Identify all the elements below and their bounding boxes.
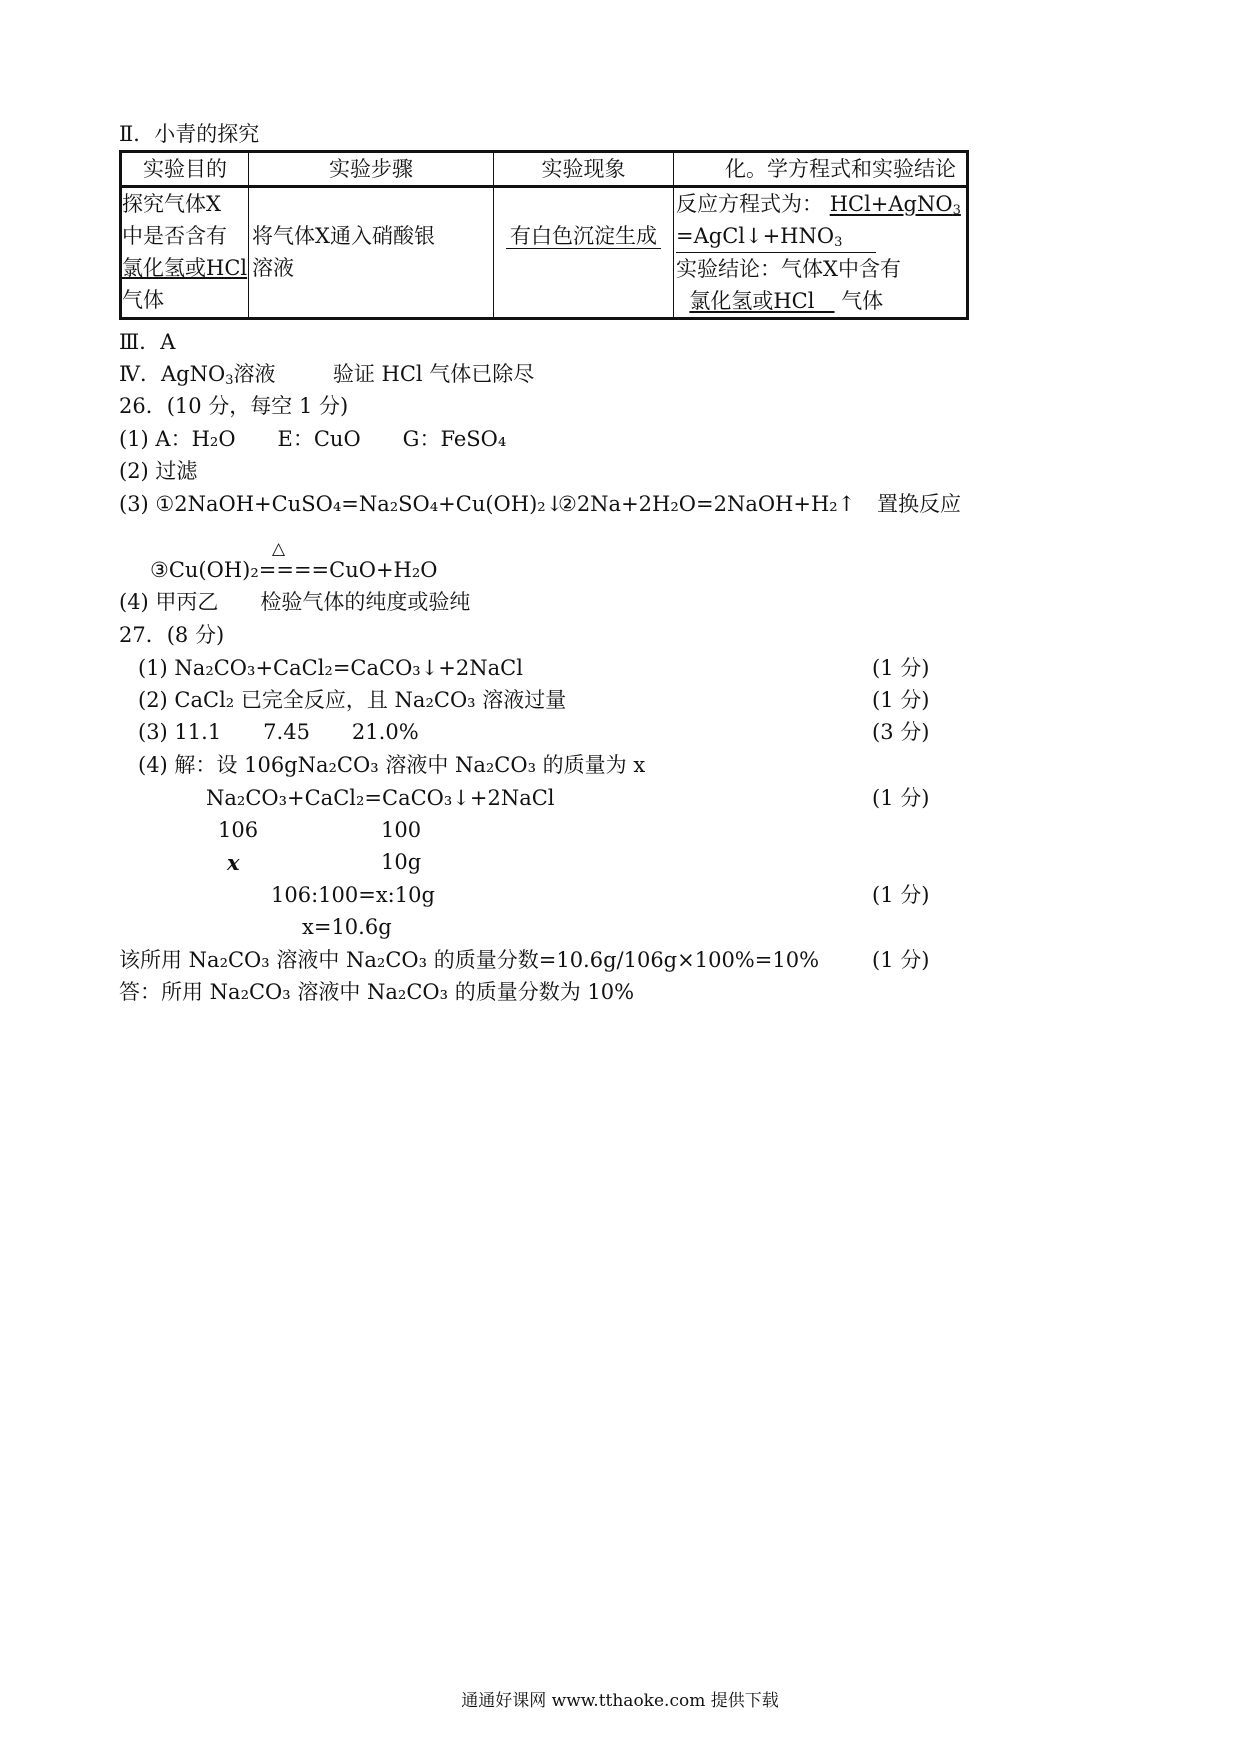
result: x=10.6g bbox=[302, 915, 392, 939]
q27-score-1: (1 分) bbox=[872, 656, 930, 680]
var-10g: 10g bbox=[381, 850, 422, 874]
table-header-row bbox=[121, 152, 968, 187]
ratio: 106:100=x:10g bbox=[271, 883, 435, 907]
cell-purpose: 探究气体X 中是否含有 氯化氢或HCl 气体 bbox=[121, 187, 249, 319]
section-iv: Ⅳ．AgNO$_3$溶液 验证 HCl 气体已除尽 bbox=[119, 362, 535, 388]
ratio-score: (1 分) bbox=[872, 883, 930, 907]
experiment-table bbox=[119, 150, 969, 320]
calc-equation: Na₂CO₃+CaCl₂=CaCO₃↓+2NaCl bbox=[206, 786, 555, 810]
q26-part3-d: ③Cu(OH)₂====CuO+H₂O bbox=[150, 558, 438, 582]
q26-part1: (1) A：H₂O E：CuO G：FeSO₄ bbox=[119, 427, 507, 451]
q27-line-1: (1) Na₂CO₃+CaCl₂=CaCO₃↓+2NaCl bbox=[138, 656, 523, 680]
cell-phenomenon: 有白色沉淀生成 bbox=[494, 187, 674, 319]
q26-part3-a: (3) ①2NaOH+CuSO₄=Na₂SO₄+Cu(OH)₂↓ bbox=[119, 492, 564, 516]
q26-heading: 26．(10 分，每空 1 分) bbox=[119, 394, 349, 418]
section-iii: Ⅲ．A bbox=[119, 330, 176, 354]
q27-line-3: (3) 11.1 7.45 21.0% bbox=[138, 720, 419, 744]
mass-100: 100 bbox=[381, 818, 422, 842]
fraction-score: (1 分) bbox=[872, 948, 930, 972]
q27-score-3: (3 分) bbox=[872, 720, 930, 744]
q27-line-2: (2) CaCl₂ 已完全反应，且 Na₂CO₃ 溶液过量 bbox=[138, 688, 567, 712]
header-purpose: 实验目的 bbox=[121, 152, 249, 187]
q26-part3-c: 置换反应 bbox=[877, 492, 961, 516]
header-phenomenon: 实验现象 bbox=[494, 152, 674, 187]
header-steps: 实验步骤 bbox=[249, 152, 494, 187]
cell-steps: 将气体X通入硝酸银 溶液 bbox=[249, 187, 494, 319]
footer: 通通好课网 www.tthaoke.com 提供下载 bbox=[461, 1691, 779, 1711]
heat-triangle-icon: △ bbox=[272, 539, 286, 559]
table-row bbox=[121, 187, 968, 319]
section-ii-heading: Ⅱ．小青的探究 bbox=[119, 122, 260, 146]
fraction-line: 该所用 Na₂CO₃ 溶液中 Na₂CO₃ 的质量分数=10.6g/106g×100%=10% bbox=[119, 948, 820, 972]
q26-part3-b: ②2Na+2H₂O=2NaOH+H₂↑ bbox=[558, 492, 856, 516]
q27-line-4: (4) 解：设 106gNa₂CO₃ 溶液中 Na₂CO₃ 的质量为 x bbox=[138, 753, 646, 777]
var-x: x bbox=[227, 850, 240, 875]
mass-106: 106 bbox=[218, 818, 259, 842]
q26-part4: (4) 甲丙乙 检验气体的纯度或验纯 bbox=[119, 590, 471, 614]
q26-part2: (2) 过滤 bbox=[119, 459, 198, 483]
header-conclusion: 化。学方程式和实验结论 bbox=[674, 152, 968, 187]
answer-line: 答：所用 Na₂CO₃ 溶液中 Na₂CO₃ 的质量分数为 10% bbox=[119, 980, 635, 1004]
q27-score-2: (1 分) bbox=[872, 688, 930, 712]
q27-heading: 27．(8 分) bbox=[119, 623, 225, 647]
calc-equation-score: (1 分) bbox=[872, 786, 930, 810]
cell-equation-conclusion: 反应方程式为： HCl+AgNO$_3$ $=AgCl↓+HNO_3$ 实验结论：气体X中含有 氯化氢或HCl 气体 bbox=[674, 187, 968, 319]
